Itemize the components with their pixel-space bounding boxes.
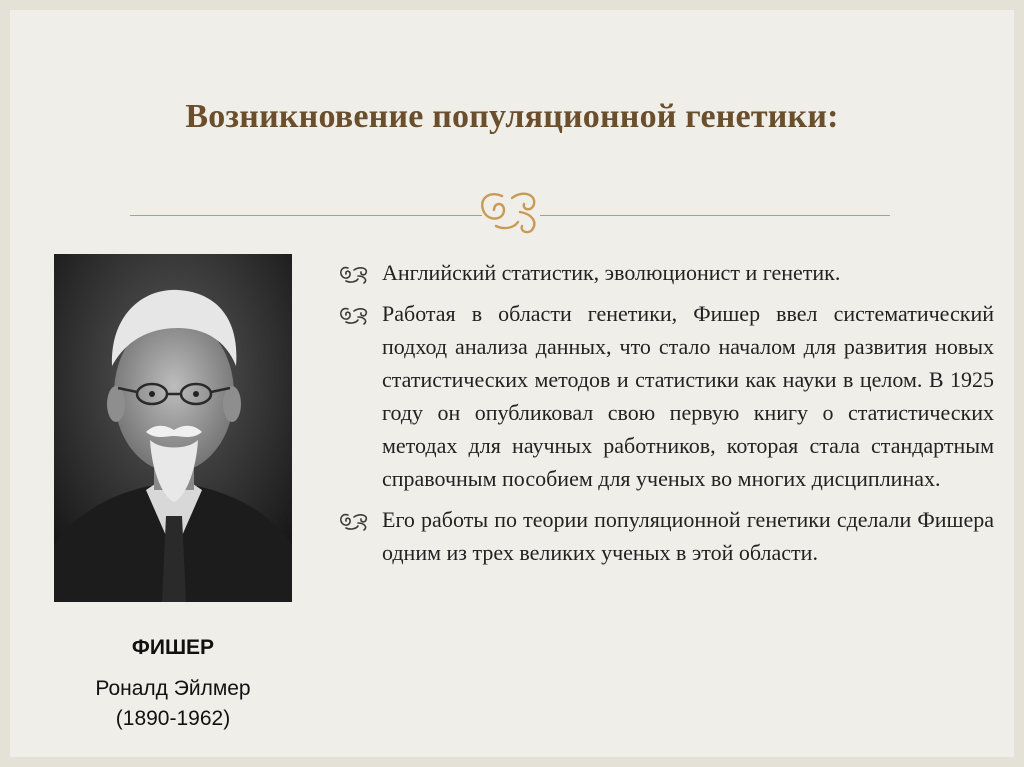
bullet-list <box>338 256 994 577</box>
scroll-bullet-icon <box>338 264 376 284</box>
title-divider-right <box>540 215 890 216</box>
scroll-ornament-icon <box>474 186 550 236</box>
title-divider-left <box>130 215 482 216</box>
slide-title: Возникновение популяционной генетики: <box>185 98 839 135</box>
scroll-bullet-icon <box>338 305 376 325</box>
bullet-text: Его работы по теории популяционной генетики сделали Фишера одним из трех великих ученых в этой области. <box>382 507 994 565</box>
slide-border-bottom <box>0 757 1024 767</box>
portrait-full-name: Роналд Эйлмер <box>95 677 251 700</box>
bullet-item <box>338 256 994 289</box>
bullet-item <box>338 297 994 495</box>
slide-border-top <box>0 0 1024 10</box>
bullet-text: Работая в области генетики, Фишер ввел систематический подход анализа данных, что стало началом для развития новых статистических методов и статистики как науки в целом. В 1925 году он опубликовал свою первую книгу о статистических методах для научных работников, которая стала стандартным справочным пособием для ученых во многих дисциплинах. <box>382 301 994 491</box>
portrait-years: (1890-1962) <box>115 707 231 730</box>
portrait-illustration <box>54 254 292 602</box>
portrait-photo <box>54 254 292 602</box>
portrait-caption-name: ФИШЕР <box>131 636 215 659</box>
bullet-item <box>338 503 994 569</box>
portrait-caption-details <box>54 674 292 734</box>
scroll-bullet-icon <box>338 511 376 531</box>
bullet-text: Английский статистик, эволюционист и генетик. <box>382 260 841 285</box>
